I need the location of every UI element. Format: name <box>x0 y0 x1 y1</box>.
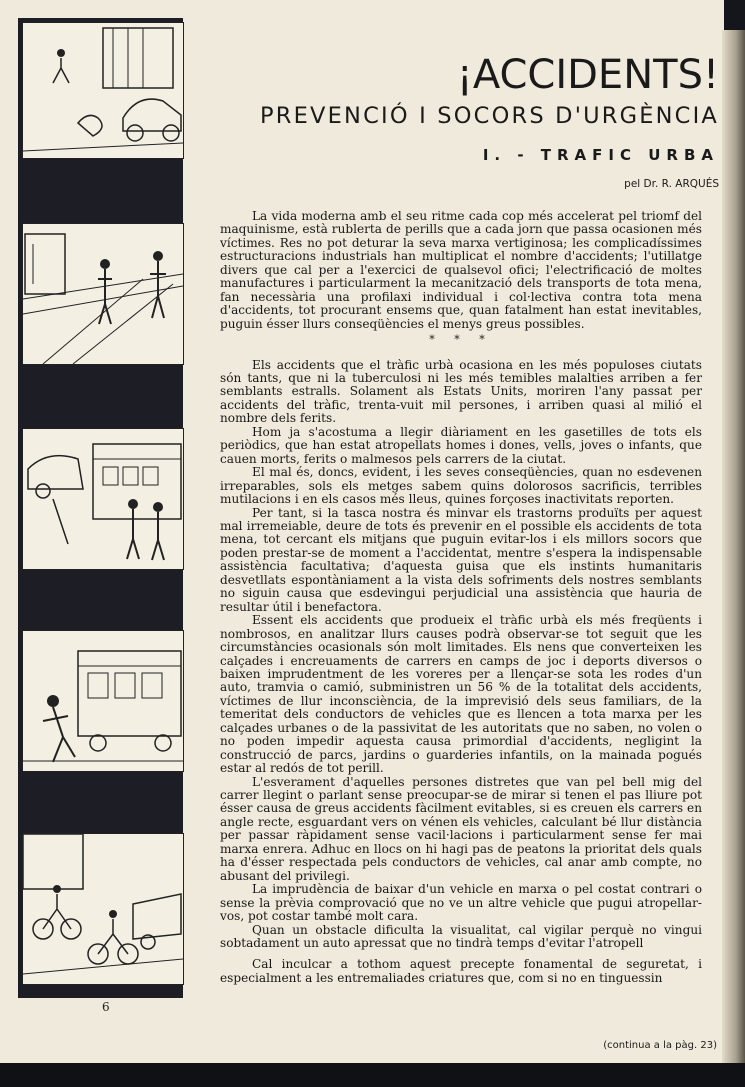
page-number: 6 <box>102 1000 110 1014</box>
illustration-panel-bus-stop <box>22 428 184 570</box>
paragraph: El mal és, doncs, evident, i les seves conseqüències, quan no esdevenen irreparables, sols els metges sabem quins dolorosos sacrificis, terribles mutilacions i en els casos més lleus, quines forçoses inactivitats reporten. <box>220 465 702 507</box>
illustration-panel-cyclists <box>22 833 184 985</box>
illustration-panel-tram-crossing <box>22 223 184 365</box>
paragraph: Hom ja s'acostuma a llegir diàriament en les gasetilles de tots els periòdics, que han estat atropellats homes i dones, vells, joves o infants, que cauen morts, ferits o malmesos pels carrers de la ciutat. <box>220 424 702 466</box>
section-heading: I. - TRAFIC URBA <box>482 146 719 164</box>
paragraph: L'esverament d'aquelles persones distretes que van pel bell mig del carrer llegint o parlant sense preocupar-se de mirar si tenen el pas lliure pot ésser causa de greus accidents fàcilment evitables, si es creuen els carrers en angle recte, esguardant vers on vénen els vehicles, calculant bé llur distància per passar ràpidament sense vacil·lacions i particularment sense fer mai marxa enrera. Adhuc en llocs on hi hagi pas de peatons la prioritat dels quals ha d'ésser respectada pels conductors de vehicles, cal anar amb compte, no abusant del privilegi. <box>220 774 702 883</box>
paragraph: Els accidents que el tràfic urbà ocasiona en les més populoses ciutats són tants, que ni la tuberculosi ni les més temibles malalties arriben a fer semblants estralls. Solament als Estats Units, moriren l'any passat per accidents del tràfic, trenta-vuit mil persones, i arriben quasi al milió el nombre dels ferits. <box>220 357 702 426</box>
paragraph: Essent els accidents que produeix el tràfic urbà els més freqüents i nombrosos, en analitzar llurs causes podrà observar-se tot seguit que les circumstàncies ocasionals són molt limitades. Els nens que converteixen les calçades i encreuaments de carrers en camps de joc i deports diversos o baixen imprudentment de les voreres per a llençar-se sota les rodes d'un auto, tramvia o camió, subministren un 56 % de la totalitat dels accidents, víctimes de llur inconsciència, de la imprevisió dels seus familiars, de la temeritat dels conductors de vehicles que es llencen a tota marxa per les calçades urbanes o de la passivitat de les autoritats que no saben, no volen o no poden impedir aquesta causa primordial d'accidents, negligint la construcció de parcs, jardins o guarderies infantils, on la mainada pogués estar al redós de tot perill. <box>220 613 702 776</box>
illustration-panel-car-accident <box>22 22 184 159</box>
article-subtitle: PREVENCIÓ I SOCORS D'URGÈNCIA <box>260 103 719 129</box>
page-edge <box>722 30 745 1075</box>
paragraph: Quan un obstacle dificulta la visualitat, cal vigilar perquè no vingui sobtadament un auto apressat que no tindrà temps d'evitar l'atropell <box>220 922 702 951</box>
section-separator: * * * <box>429 333 493 347</box>
article-title: ¡ACCIDENTS! <box>456 52 719 98</box>
paragraph: La imprudència de baixar d'un vehicle en marxa o pel costat contrari o sense la prèvia comprovació que no ve un altre vehicle que pugui atropellar-vos, pot costar també molt cara. <box>220 882 702 924</box>
illustration-strip <box>18 18 183 998</box>
article-body <box>220 210 702 985</box>
page-bottom-edge <box>0 1063 745 1087</box>
author-byline: pel Dr. R. ARQUÉS <box>624 178 719 190</box>
paragraph: Per tant, si la tasca nostra és minvar els trastorns produïts per aquest mal irremeiable, deure de tots és prevenir en el possible els accidents de tota mena, tot cercant els mitjans que puguin evitar-los i els millors socors que poden prestar-se de moment a l'accidentat, mentre s'espera la indispensable assistència facultativa; d'aquesta guisa que els instints humanitaris desvetllats espontàniament a la vista dels sofriments dels nostres semblants no siguin causa que esdevingui perjudicial una assistència que hauria de resultar útil i benefactora. <box>220 505 702 614</box>
illustration-panel-tram-jump <box>22 630 184 772</box>
continuation-note: (continua a la pàg. 23) <box>603 1040 717 1051</box>
paragraph: Cal inculcar a tothom aquest precepte fonamental de seguretat, i especialment a les entremaliades criatures que, com si no en tinguessin <box>220 957 702 985</box>
paragraph: La vida moderna amb el seu ritme cada cop més accelerat pel triomf del maquinisme, està rublerta de perills que a cada jorn que passa ocasionen més víctimes. Res no pot deturar la seva marxa vertiginosa; les complicadíssimes estructuracions industrials han multiplicat el nombre d'accidents; l'utillatge divers que cal per a l'exercici de qualsevol ofici; l'electrificació de moltes manufactures i particularment la mecanització dels transports de tota mena, fan necessària una profilaxi individual i col·lectiva contra tota mena d'accidents, tot procurant ensems que, quan fatalment han estat inevitables, puguin ésser llurs conseqüències el menys greus possibles. <box>220 209 702 331</box>
